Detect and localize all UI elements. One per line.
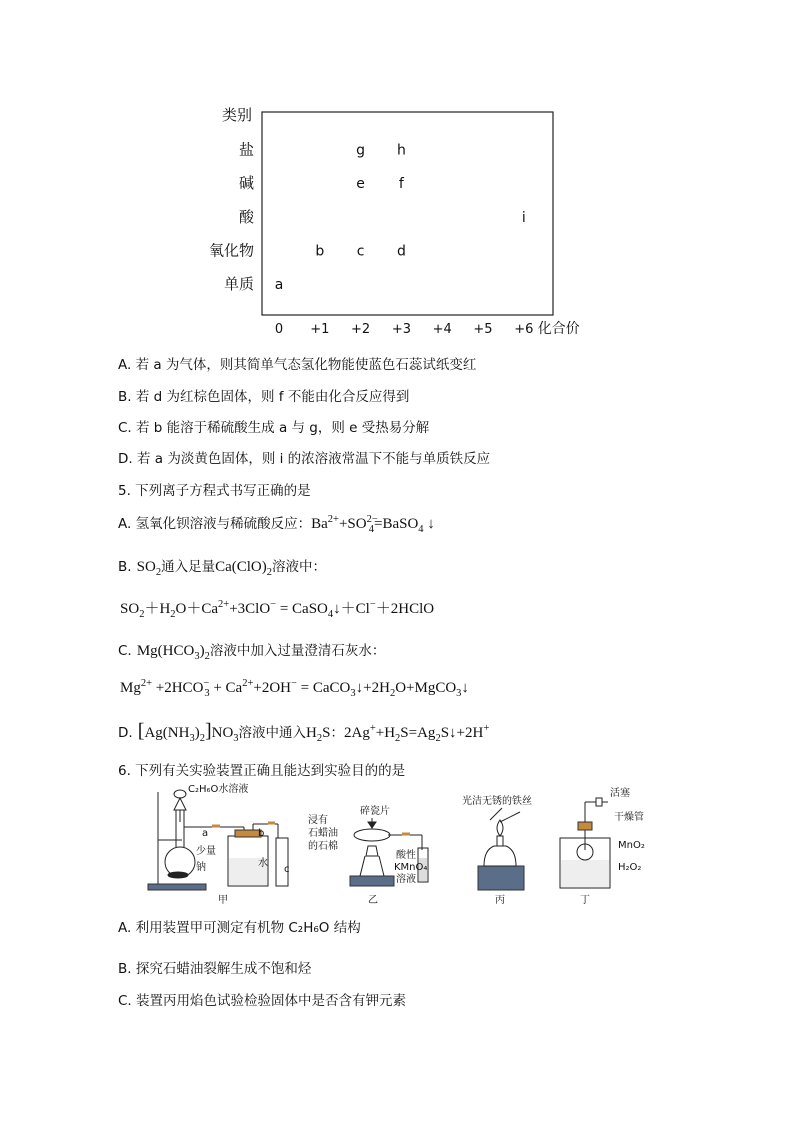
- apparatus-h2o2-label: H₂O₂: [618, 862, 642, 873]
- chart-x-tick-label: +5: [473, 322, 493, 337]
- q5-a-prefix: A. 氢氧化钡溶液与稀硫酸反应：: [118, 516, 312, 532]
- apparatus-rongye-label: 溶液: [396, 874, 416, 885]
- chart-point-b: b: [315, 243, 325, 260]
- q5-d-h2s: $H_2S$: [306, 725, 331, 744]
- q5-c-suffix: 溶液中加入过量澄清石灰水：: [209, 643, 386, 659]
- valence-category-chart: [200, 95, 600, 345]
- q6-option-a: A. 利用装置甲可测定有机物 C₂H₆O 结构: [118, 920, 361, 936]
- chart-point-a: a: [274, 277, 284, 293]
- chart-x-tick-label: +2: [351, 322, 371, 337]
- chart-ylabel: 类别: [222, 106, 253, 124]
- q5-c-prefix: C.: [118, 643, 132, 659]
- chart-y-tick-label: 单质: [223, 275, 254, 293]
- apparatus-mno2-label: MnO₂: [618, 840, 645, 851]
- q5-b-formula-so2: $SO_2$: [136, 559, 162, 578]
- chart-x-tick-label: +6: [514, 322, 534, 337]
- q5-d-equation: $2Ag^++H_2S=Ag_2S↓+2H^+$: [343, 723, 490, 744]
- apparatus-tiesi-label: 光洁无锈的铁丝: [462, 796, 532, 807]
- chart-x-tick-label: +4: [432, 322, 452, 337]
- apparatus-shilayou-label: 石蜡油: [308, 828, 338, 839]
- q5-option-d: [118, 721, 489, 742]
- apparatus-sol-label: C₂H₆O水溶液: [188, 784, 249, 795]
- chart-point-g: g: [356, 142, 366, 159]
- q5-c-equation: $Mg^{2+} +2HCO^-_3 + Ca^{2+}+2OH^-$ = $CaCO_3↓+2H_2O+MgCO_3↓$: [120, 678, 469, 699]
- chart-y-tick-label: 碱: [238, 174, 254, 193]
- q5-option-c-line1: [118, 639, 385, 660]
- q5-b-prefix: B.: [118, 559, 132, 575]
- apparatus-kmno4-label: KMnO₄: [394, 862, 428, 873]
- q5-b-mid: 通入足量: [161, 559, 216, 575]
- q4-option-d: D. 若 a 为淡黄色固体，则 i 的浓溶液常温下不能与单质铁反应: [118, 451, 491, 467]
- q5-b-equation: $SO_2+H_2O+Ca^{2+}+3ClO^-$ = CaSO$_4$↓＋Cl−＋2HClO: [120, 599, 435, 620]
- chart-point-i: i: [521, 209, 526, 226]
- q5-option-b-line1: [118, 555, 326, 576]
- apparatus-yi-caption: 乙: [368, 895, 378, 906]
- apparatus-huosai-label: 活塞: [610, 788, 630, 799]
- apparatus-ding-caption: 丁: [580, 895, 590, 906]
- q6-option-c: C. 装置丙用焰色试验检验固体中是否含有钾元素: [118, 993, 407, 1009]
- chart-point-f: f: [398, 176, 404, 193]
- chart-y-tick-label: 盐: [238, 140, 254, 159]
- chart-x-tick-label: +3: [391, 322, 411, 337]
- apparatus-shaoliang-label: 少量: [196, 846, 216, 857]
- q5-d-prefix: D.: [118, 725, 133, 741]
- apparatus-figure: [140, 780, 680, 910]
- chart-x-tick-label: +1: [310, 322, 330, 337]
- apparatus-a-label: a: [202, 828, 209, 839]
- q5-d-complex: $[Ag(NH_3)_2]NO_3$: [137, 720, 239, 744]
- chart-y-tick-label: 氧化物: [208, 241, 254, 260]
- apparatus-ding: [560, 798, 610, 888]
- apparatus-shimian-label: 的石棉: [308, 841, 338, 852]
- chart-point-e: e: [356, 176, 365, 193]
- apparatus-suici-label: 碎瓷片: [360, 806, 390, 817]
- apparatus-suanxing-label: 酸性: [396, 850, 416, 861]
- apparatus-c-label: c: [284, 864, 290, 875]
- q5-d-mid: 溶液中通入: [238, 725, 307, 741]
- q6-stem: 6. 下列有关实验装置正确且能达到实验目的的是: [118, 763, 406, 779]
- q5-stem: 5. 下列离子方程式书写正确的是: [118, 483, 311, 499]
- apparatus-jia-caption: 甲: [218, 895, 228, 906]
- q4-option-c: C. 若 b 能溶于稀硫酸生成 a 与 g，则 e 受热易分解: [118, 420, 430, 436]
- q5-option-a: [118, 512, 435, 533]
- q5-d-colon: ：: [330, 725, 344, 741]
- apparatus-water-label: 水: [258, 858, 268, 869]
- chart-plot-frame: [262, 112, 553, 315]
- q5-b-suffix: 溶液中：: [272, 559, 327, 575]
- chart-point-h: h: [396, 142, 406, 159]
- chart-xlabel: 化合价: [537, 321, 580, 337]
- apparatus-bing: [478, 808, 524, 890]
- q6-option-b: B. 探究石蜡油裂解生成不饱和烃: [118, 961, 312, 977]
- apparatus-yi: [350, 818, 428, 886]
- chart-y-tick-label: 酸: [238, 207, 254, 226]
- q5-b-formula-caclo2: $Ca(ClO)_2$: [215, 559, 273, 578]
- apparatus-jinyou-label: 浸有: [308, 815, 328, 826]
- apparatus-bing-caption: 丙: [495, 895, 505, 906]
- chart-x-tick-label: 0: [274, 322, 284, 337]
- q5-c-formula: $Mg(HCO_3)_2$: [136, 643, 210, 662]
- chart-point-d: d: [396, 243, 406, 260]
- apparatus-b-label: b: [258, 828, 265, 839]
- q4-option-a: A. 若 a 为气体，则其简单气态氢化物能使蓝色石蕊试纸变红: [118, 357, 477, 373]
- apparatus-ganzao-label: 干燥管: [614, 812, 644, 823]
- chart-point-c: c: [356, 243, 365, 260]
- q5-a-equation: $Ba^{2+}+SO^{2-}_4=BaSO_4$ ↓: [311, 514, 435, 535]
- apparatus-na-label: 钠: [196, 862, 206, 873]
- apparatus-jia: [148, 790, 288, 890]
- q4-option-b: B. 若 d 为红棕色固体，则 f 不能由化合反应得到: [118, 389, 410, 405]
